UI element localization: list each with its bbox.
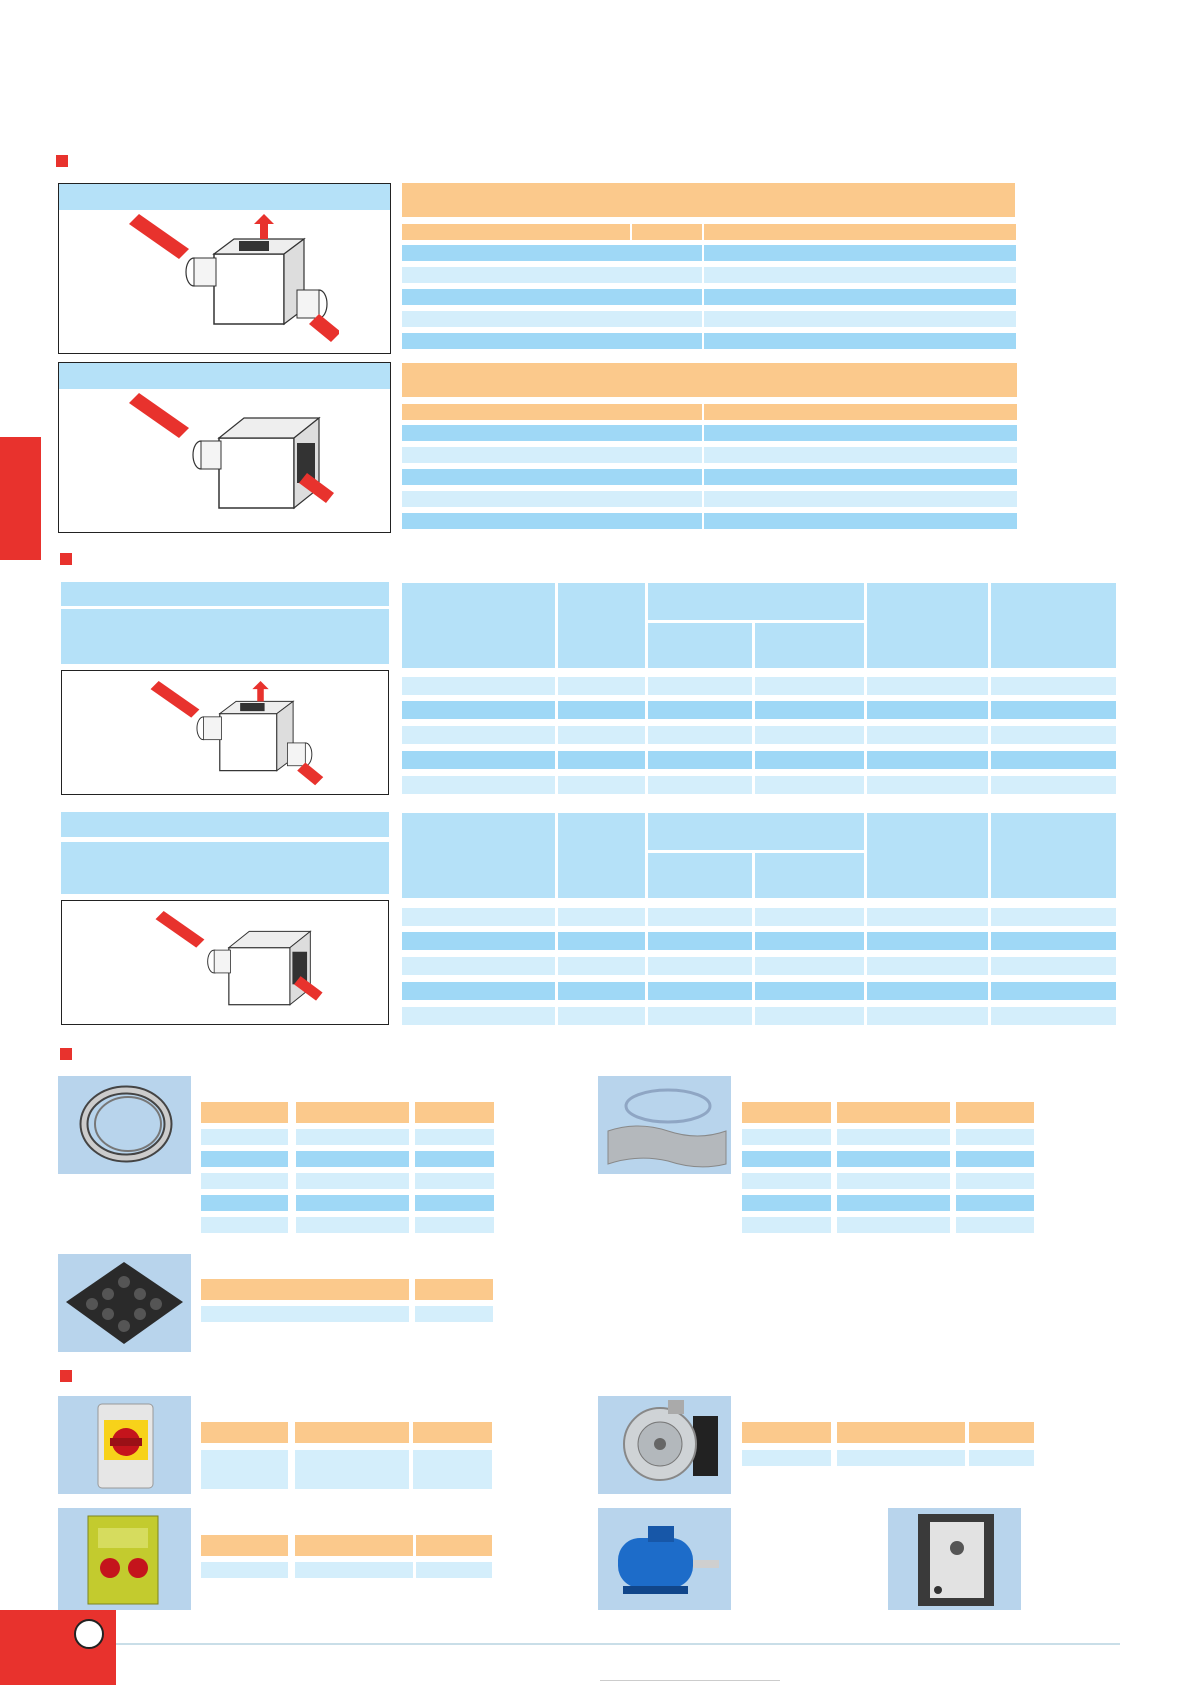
table-row	[402, 776, 1116, 794]
table-header-row	[201, 1535, 492, 1556]
footer-fragment	[600, 1680, 780, 1681]
inline-box-illustration	[132, 681, 332, 791]
page-number-badge	[74, 1619, 104, 1649]
info-header-bar	[61, 812, 389, 837]
table-row	[201, 1129, 494, 1145]
table-header-row	[742, 1102, 1034, 1123]
table-row	[201, 1173, 494, 1189]
figure-header	[59, 184, 390, 210]
table-row	[742, 1195, 1034, 1211]
table-row	[742, 1151, 1034, 1167]
table-row	[402, 957, 1116, 975]
clamp-ring-photo	[58, 1076, 191, 1174]
table-row	[402, 311, 1016, 327]
product-figure-outlet-small	[61, 900, 389, 1025]
table-header-row	[402, 224, 1016, 240]
table-row	[742, 1450, 1034, 1466]
info-body-bar	[61, 842, 389, 894]
pressure-switch-photo	[598, 1396, 731, 1494]
flexible-connector-photo	[598, 1076, 731, 1174]
table-row	[402, 726, 1116, 744]
table-title-bar	[402, 363, 1017, 397]
table-header-row	[201, 1422, 492, 1443]
table-row	[402, 908, 1116, 926]
section-marker-icon	[60, 553, 72, 565]
section-marker-icon	[60, 1370, 72, 1382]
table-row	[742, 1217, 1034, 1233]
table-row	[201, 1306, 493, 1322]
page-number-tab	[0, 1610, 116, 1685]
table-header-row	[742, 1422, 1034, 1443]
table-row	[402, 267, 1016, 283]
table-row	[402, 932, 1116, 950]
table-header-row	[201, 1279, 493, 1300]
table-row	[402, 701, 1116, 719]
table-row	[201, 1151, 494, 1167]
table-row	[201, 1195, 494, 1211]
table-title-bar	[402, 183, 1015, 217]
table-row	[402, 289, 1016, 305]
table-row	[402, 1007, 1116, 1025]
table-row	[201, 1217, 494, 1233]
table-row	[402, 469, 1017, 485]
isolator-switch-photo	[58, 1396, 191, 1494]
product-figure-inline	[58, 183, 391, 354]
table-row	[402, 245, 1016, 261]
table-row	[402, 425, 1017, 441]
figure-header	[59, 363, 390, 389]
table-row	[201, 1562, 492, 1578]
section-marker-icon	[60, 1048, 72, 1060]
timer-relay-photo	[58, 1508, 191, 1610]
speed-controller-photo	[888, 1508, 1021, 1610]
table-row	[402, 447, 1017, 463]
table-row	[742, 1129, 1034, 1145]
vibration-pad-photo	[58, 1254, 191, 1352]
info-header-bar	[61, 582, 389, 606]
inline-box-illustration	[119, 214, 339, 349]
electric-motor-photo	[598, 1508, 731, 1610]
side-section-tab	[0, 437, 41, 560]
footer-rule	[116, 1643, 1120, 1645]
table-row	[402, 982, 1116, 1000]
outlet-box-illustration	[142, 911, 332, 1021]
table-row	[402, 333, 1016, 349]
table-row	[402, 513, 1017, 529]
table-header-row	[201, 1102, 494, 1123]
section-marker-icon	[56, 155, 68, 167]
table-row	[402, 491, 1017, 507]
product-figure-inline-small	[61, 670, 389, 795]
outlet-box-illustration	[119, 393, 339, 528]
info-body-bar	[61, 609, 389, 664]
table-row	[742, 1173, 1034, 1189]
table-row	[402, 677, 1116, 695]
table-row	[402, 751, 1116, 769]
table-header-row	[402, 404, 1017, 420]
product-figure-outlet	[58, 362, 391, 533]
table-row	[201, 1450, 492, 1489]
